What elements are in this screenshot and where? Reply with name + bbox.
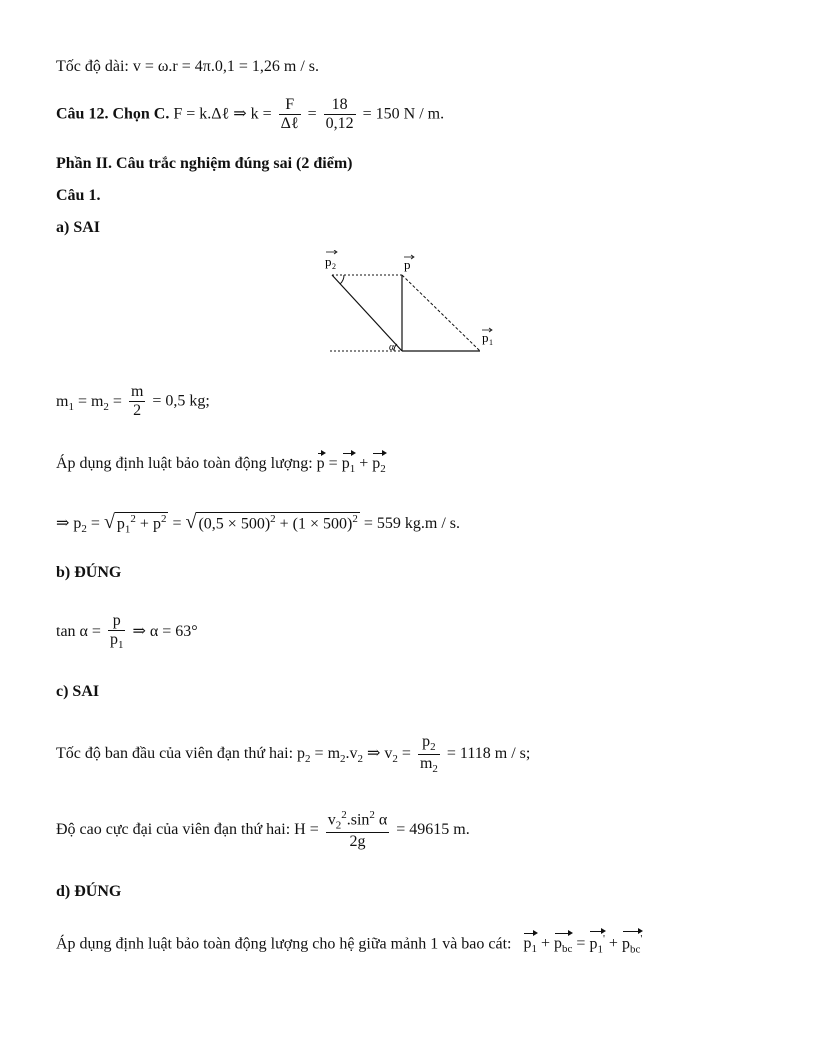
mass-result: = 0,5 kg; bbox=[152, 392, 210, 410]
speed-label: Tốc độ dài: bbox=[56, 58, 129, 75]
q12-result: = 150 N / m. bbox=[362, 105, 445, 123]
momentum-vector-diagram bbox=[320, 250, 510, 360]
speed-formula: v = ω.r = 4π.0,1 = 1,26 m / s. bbox=[132, 58, 319, 75]
speed-line bbox=[56, 58, 319, 76]
q12-line bbox=[56, 96, 444, 134]
c-label: c) SAI bbox=[56, 683, 100, 700]
q12-frac-f: $\frac{F}{\text{Δℓ}}$ bbox=[280, 96, 299, 133]
h-label: Độ cao cực đại của viên đạn thứ hai: bbox=[56, 820, 291, 838]
p-vector-label bbox=[404, 255, 414, 272]
p2-vector-label bbox=[325, 250, 337, 271]
d-label: d) ĐÚNG bbox=[56, 883, 122, 900]
svg-text:2: 2 bbox=[332, 262, 336, 271]
q12-label: Câu 12. Chọn C. bbox=[56, 105, 170, 123]
h-line: Độ cao cực đại của viên đạn thứ hai: H = $\frac{v_2^2.\sin^2 \alpha}{2g}$ = 49615 m. bbox=[56, 809, 470, 851]
cau1-heading: Câu 1. bbox=[56, 187, 101, 204]
p2-result: = 559 kg.m / s. bbox=[363, 515, 460, 532]
p2-line: ⇒ $p_2$ = √ $p_1^2 + p^2$ = √ $(0,5 \times 500)^2 + (1 \times 500)^2 = 559$ kg.m / s. bbox=[56, 511, 460, 536]
h-frac: $\frac{v_2^2.\sin^2 \alpha}{2g}$ bbox=[327, 809, 388, 851]
v0-label: Tốc độ ban đầu của viên đạn thứ hai: bbox=[56, 745, 294, 762]
tan-result: ⇒ α = 63° bbox=[132, 622, 198, 640]
v0-line: Tốc độ ban đầu của viên đạn thứ hai: $p_2 = m_2.v_2$ ⇒ $v_2$ = $\frac{p_2}{m_2}$ = 1118 m / s; bbox=[56, 733, 531, 776]
svg-text:p: p bbox=[404, 257, 411, 272]
tan-line bbox=[56, 612, 198, 652]
h-result: = 49615 m. bbox=[396, 820, 470, 838]
q12-lhs: F = k.Δℓ ⇒ k = bbox=[173, 105, 272, 123]
b-label: b) ĐÚNG bbox=[56, 564, 122, 581]
q12-eq: = bbox=[307, 105, 317, 123]
tan-lhs: tan α = bbox=[56, 622, 101, 640]
svg-text:1: 1 bbox=[489, 338, 493, 347]
p1-vector-label bbox=[482, 328, 493, 347]
mass-frac: $\frac{m}{2}$ bbox=[130, 383, 144, 420]
d-vector-eq: $p_1 + p_{bc} = p_1' + p_{bc}'$ bbox=[523, 933, 643, 956]
alpha-label: α bbox=[389, 342, 395, 353]
vector-sum-eq: $p = p_1 + p_2$ bbox=[316, 455, 386, 476]
part2-title: Phần II. Câu trắc nghiệm đúng sai (2 điểm) bbox=[56, 155, 353, 172]
tan-frac: $\frac{p}{p_1}$ bbox=[109, 612, 124, 652]
d-line bbox=[56, 933, 642, 956]
svg-text:p: p bbox=[482, 330, 489, 345]
v0-result: = 1118 m / s; bbox=[446, 745, 531, 762]
mass-line: $m_1 = m_2$ = $\frac{m}{2}$ = 0,5 kg; bbox=[56, 383, 210, 420]
apply-law-line bbox=[56, 455, 386, 475]
apply-law-text: Áp dụng định luật bảo toàn động lượng: bbox=[56, 455, 313, 472]
v0-frac: $\frac{p_2}{m_2}$ bbox=[419, 733, 438, 776]
svg-text:p: p bbox=[325, 254, 332, 269]
q12-frac-n: $\frac{18}{0,12}$ bbox=[325, 96, 354, 133]
a-label: a) SAI bbox=[56, 219, 101, 236]
d-text: Áp dụng định luật bảo toàn động lượng cho hệ giữa mảnh 1 và bao cát: bbox=[56, 935, 512, 953]
